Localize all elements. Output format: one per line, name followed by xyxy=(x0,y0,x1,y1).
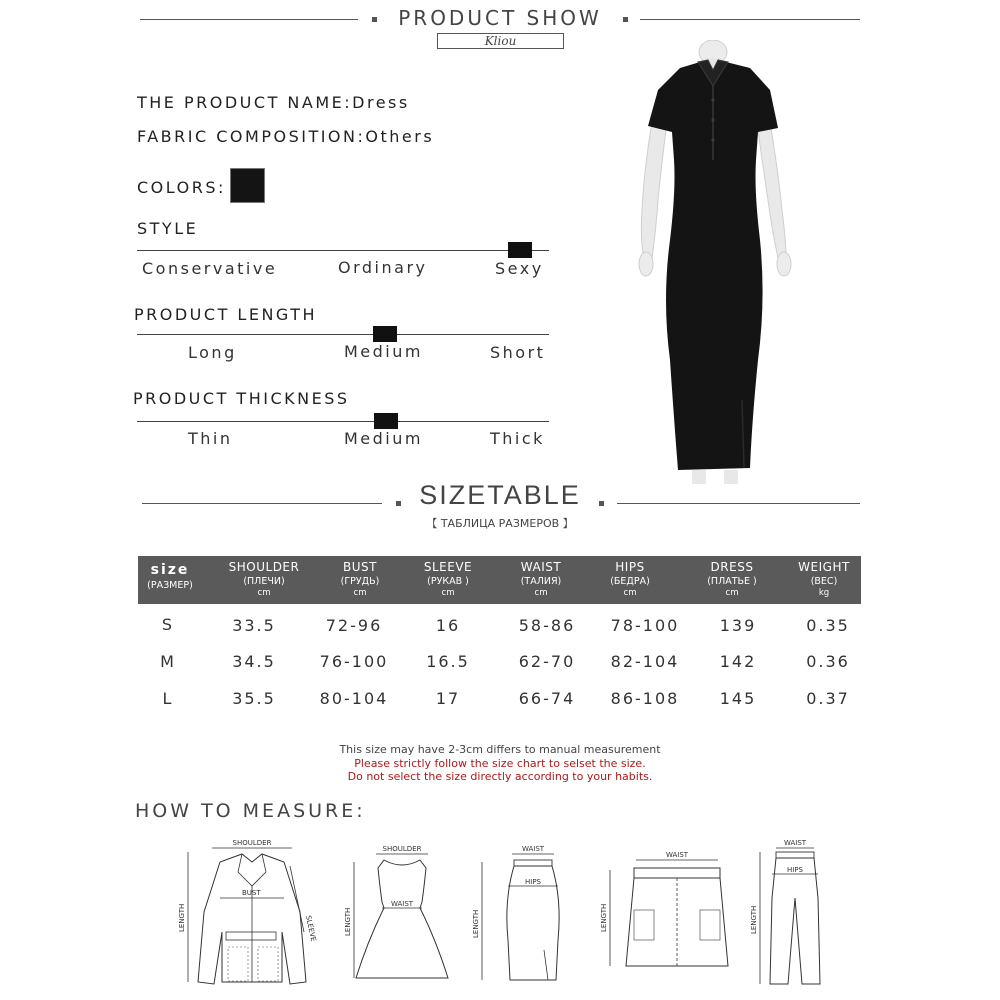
style-scale-line xyxy=(137,250,549,251)
col-header-hips-en: HIPS xyxy=(615,560,645,574)
jacket-shoulder-label: SHOULDER xyxy=(232,839,272,847)
col-header-shoulder-ru: (ПЛЕЧИ) xyxy=(243,576,285,587)
col-header-size-ru: (РАЗМЕР) xyxy=(147,580,193,591)
cell-sleeve: 17 xyxy=(435,689,461,708)
jacket-bust-label: BUST xyxy=(242,889,261,897)
col-header-sleeve-ru: (РУКАВ ) xyxy=(427,576,469,587)
col-header-size xyxy=(138,556,202,604)
sizetable-divider-right xyxy=(617,503,860,504)
col-header-size-en: size xyxy=(150,562,190,578)
cell-sleeve: 16 xyxy=(435,616,461,635)
thickness-scale-title: PRODUCT THICKNESS xyxy=(133,389,350,408)
cell-dress: 145 xyxy=(719,689,757,708)
col-header-weight-unit: kg xyxy=(818,588,830,598)
style-label-ordinary: Ordinary xyxy=(338,258,428,277)
cell-shoulder: 35.5 xyxy=(232,689,276,708)
style-scale-marker xyxy=(508,242,532,258)
colors-label: COLORS: xyxy=(137,178,226,197)
cell-hips: 86-108 xyxy=(610,689,680,708)
col-header-bust-en: BUST xyxy=(343,560,377,574)
col-header-weight-ru: (ВЕС) xyxy=(810,576,838,587)
jacket-diagram xyxy=(172,832,322,987)
cell-shoulder: 34.5 xyxy=(232,652,276,671)
cell-bust: 76-100 xyxy=(319,652,389,671)
size-table-header xyxy=(138,556,861,604)
header-bullet-right xyxy=(623,17,628,22)
length-scale-line xyxy=(137,334,549,335)
fabric-label: FABRIC COMPOSITION: xyxy=(137,127,366,146)
cell-sleeve: 16.5 xyxy=(426,652,470,671)
color-swatch-black xyxy=(230,168,265,203)
col-header-bust-ru: (ГРУДЬ) xyxy=(340,576,380,587)
warning-note-2: Do not select the size directly according to your habits. xyxy=(347,770,653,783)
col-header-shoulder-en: SHOULDER xyxy=(228,560,300,574)
pants-hips-label: HIPS xyxy=(787,866,803,874)
fabric-row xyxy=(137,127,434,146)
cell-bust: 80-104 xyxy=(319,689,389,708)
dress-shoulder-label: SHOULDER xyxy=(382,845,422,853)
cell-weight: 0.37 xyxy=(806,689,850,708)
product-name-label: THE PRODUCT NAME: xyxy=(137,93,353,112)
length-label-short: Short xyxy=(490,343,546,362)
header-bullet-left xyxy=(372,17,377,22)
col-header-waist xyxy=(498,556,584,604)
length-scale-title: PRODUCT LENGTH xyxy=(134,305,318,324)
col-header-dress-ru: (ПЛАТЬЕ ) xyxy=(707,576,757,587)
style-label-conservative: Conservative xyxy=(142,259,278,278)
cell-waist: 58-86 xyxy=(518,616,576,635)
thickness-scale-marker xyxy=(374,413,398,429)
cell-size: S xyxy=(161,615,175,634)
cell-dress: 139 xyxy=(719,616,757,635)
skirt-diagram xyxy=(468,840,588,987)
col-header-sleeve-unit: cm xyxy=(441,588,455,598)
cell-hips: 78-100 xyxy=(610,616,680,635)
col-header-weight xyxy=(786,556,862,604)
length-label-medium: Medium xyxy=(344,342,423,361)
pants-waist-label: WAIST xyxy=(783,839,807,847)
fabric-value: Others xyxy=(365,127,435,146)
header-divider-right xyxy=(640,19,860,20)
page-title: PRODUCT SHOW xyxy=(398,6,602,30)
sizetable-divider-left xyxy=(142,503,382,504)
product-name-value: Dress xyxy=(352,93,410,112)
thickness-label-thin: Thin xyxy=(188,429,233,448)
sizetable-subtitle: 【 ТАБЛИЦА РАЗМЕРОВ 】 xyxy=(426,517,574,530)
skirt-waist-label: WAIST xyxy=(521,845,545,853)
col-header-dress-en: DRESS xyxy=(710,560,754,574)
style-label-sexy: Sexy xyxy=(495,259,544,278)
pants-diagram xyxy=(750,838,830,988)
jacket-sleeve-label: SLEEVE xyxy=(304,914,318,943)
jacket-length-label: LENGTH xyxy=(178,903,186,932)
brand-label: Kliou xyxy=(437,33,564,49)
how-to-measure-title: HOW TO MEASURE: xyxy=(135,800,366,822)
cell-dress: 142 xyxy=(719,652,757,671)
col-header-sleeve-en: SLEEVE xyxy=(423,560,473,574)
cell-size: L xyxy=(162,689,174,708)
cell-weight: 0.35 xyxy=(806,616,850,635)
col-header-dress-unit: cm xyxy=(725,588,739,598)
product-photo xyxy=(600,40,840,490)
thickness-label-medium: Medium xyxy=(344,429,423,448)
dress-length-label: LENGTH xyxy=(344,907,352,936)
col-header-hips-unit: cm xyxy=(623,588,637,598)
warning-note-1: Please strictly follow the size chart to selset the size. xyxy=(354,757,646,770)
product-name-row xyxy=(137,93,410,112)
thickness-label-thick: Thick xyxy=(490,429,545,448)
measurement-note: This size may have 2-3cm differs to manual measurement xyxy=(339,743,661,756)
cell-weight: 0.36 xyxy=(806,652,850,671)
cell-bust: 72-96 xyxy=(325,616,383,635)
dress-diagram xyxy=(340,840,460,987)
skirt-hips-label: HIPS xyxy=(525,878,541,886)
length-label-long: Long xyxy=(188,343,237,362)
header-divider-left xyxy=(140,19,358,20)
cell-shoulder: 33.5 xyxy=(232,616,276,635)
col-header-waist-en: WAIST xyxy=(520,560,562,574)
sizetable-bullet-right xyxy=(599,501,604,506)
col-header-shoulder-unit: cm xyxy=(257,588,271,598)
length-scale-marker xyxy=(373,326,397,342)
col-header-hips xyxy=(588,556,672,604)
col-header-waist-unit: cm xyxy=(534,588,548,598)
skirt-length-label: LENGTH xyxy=(472,909,480,938)
miniskirt-waist-label: WAIST xyxy=(665,851,689,859)
cell-size: M xyxy=(160,652,176,671)
col-header-dress xyxy=(686,556,778,604)
thickness-scale-line xyxy=(137,421,549,422)
col-header-bust-unit: cm xyxy=(353,588,367,598)
col-header-shoulder xyxy=(218,556,310,604)
col-header-bust xyxy=(318,556,402,604)
cell-hips: 82-104 xyxy=(610,652,680,671)
miniskirt-diagram xyxy=(600,840,750,987)
col-header-weight-en: WEIGHT xyxy=(798,560,850,574)
cell-waist: 66-74 xyxy=(518,689,576,708)
col-header-hips-ru: (БЕДРА) xyxy=(610,576,650,587)
col-header-waist-ru: (ТАЛИЯ) xyxy=(520,576,562,587)
cell-waist: 62-70 xyxy=(518,652,576,671)
miniskirt-length-label: LENGTH xyxy=(600,903,608,932)
style-scale-title: STYLE xyxy=(137,219,199,238)
col-header-sleeve xyxy=(404,556,492,604)
dress-waist-label: WAIST xyxy=(390,900,414,908)
pants-length-label: LENGTH xyxy=(750,905,758,934)
sizetable-title: SIZETABLE xyxy=(419,480,581,510)
